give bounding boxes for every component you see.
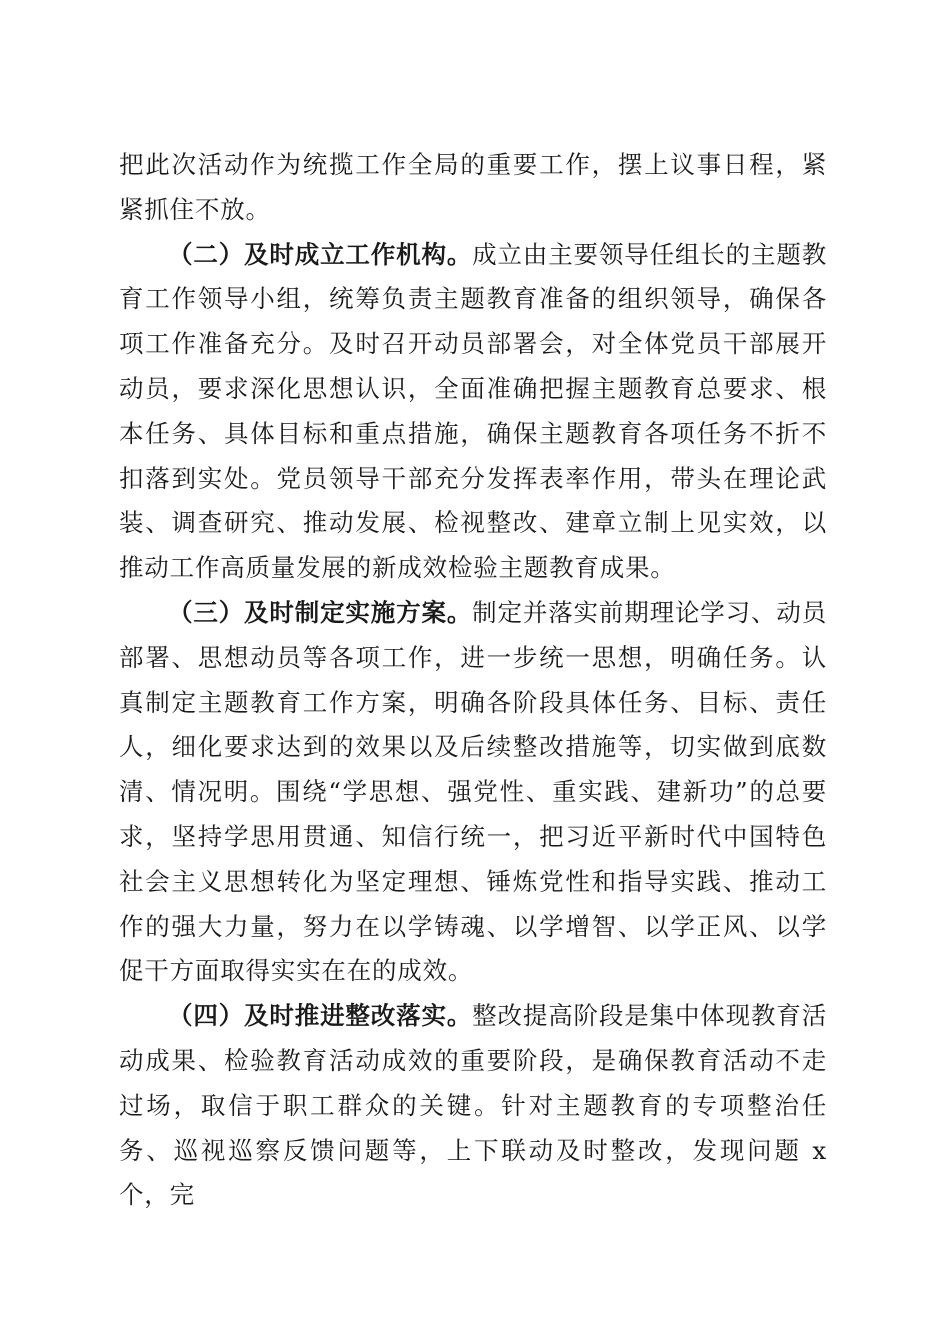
paragraph-section-2 [119,233,827,591]
paragraph-continuation [119,143,827,233]
paragraph-section-3 [119,591,827,994]
paragraph-text: 成立由主要领导任组长的主题教育工作领导小组，统筹负责主题教育准备的组织领导，确保各项工作准备充分。及时召开动员部署会，对全体党员干部展开动员，要求深化思想认识，全面准确把握主题教育总要求、根本任务、具体目标和重点措施，确保主题教育各项任务不折不扣落到实处。党员领导干部充分发挥表率作用，带头在理论武装、调查研究、推动发展、检视整改、建章立制上见实效，以推动工作高质量发展的新成效检验主题教育成果。 [119,239,827,583]
section-heading: （四）及时推进整改落实。 [168,1001,473,1031]
document-body [119,143,827,1218]
section-heading: （二）及时成立工作机构。 [168,239,473,269]
paragraph-text: 制定并落实前期理论学习、动员部署、思想动员等各项工作，进一步统一思想，明确任务。认真制定主题教育工作方案，明确各阶段具体任务、目标、责任人，细化要求达到的效果以及后续整改措施等，切实做到底数清、情况明。围绕“学思想、强党性、重实践、建新功”的总要求，坚持学思用贯通、知信行统一，把习近平新时代中国特色社会主义思想转化为坚定理想、锤炼党性和指导实践、推动工作的强大力量，努力在以学铸魂、以学增智、以学正风、以学促干方面取得实实在在的成效。 [119,597,827,986]
paragraph-text: 整改提高阶段是集中体现教育活动成果、检验教育活动成效的重要阶段，是确保教育活动不走过场，取信于职工群众的关键。针对主题教育的专项整治任务、巡视巡察反馈问题等，上下联动及时整改，发现问题 x 个，完 [119,1001,827,1210]
section-heading: （三）及时制定实施方案。 [168,597,473,627]
paragraph-section-4 [119,994,827,1218]
paragraph-text: 把此次活动作为统揽工作全局的重要工作，摆上议事日程，紧紧抓住不放。 [119,150,827,224]
